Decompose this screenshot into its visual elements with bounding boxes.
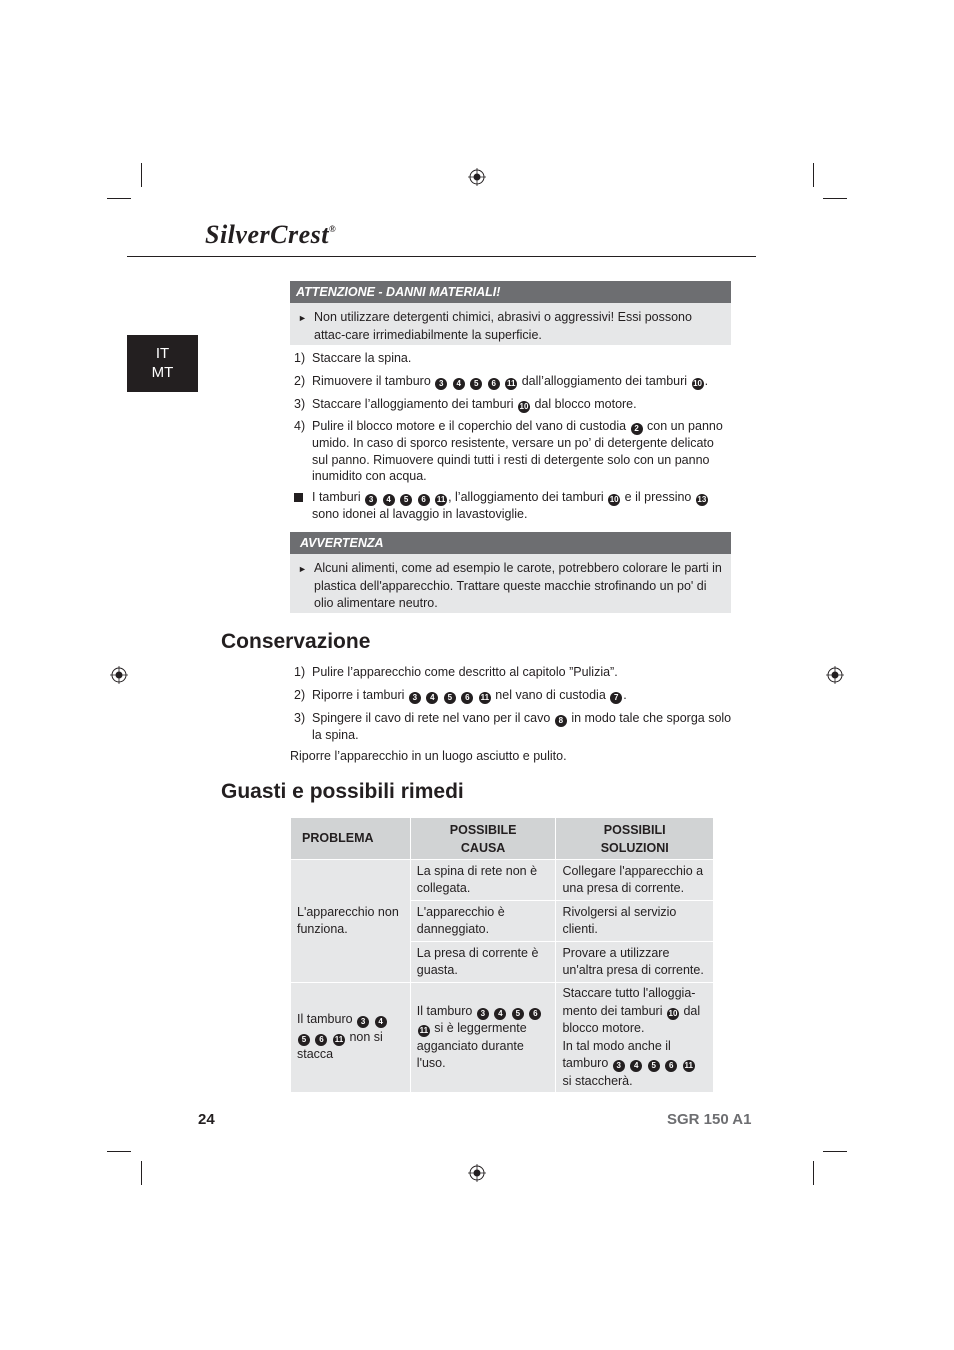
crop-mark <box>107 1151 131 1152</box>
troubleshooting-table <box>290 817 714 1093</box>
solution-cell: Provare a utilizzare un'altra presa di corrente. <box>556 942 714 983</box>
arrow-right-icon: ► <box>298 313 307 323</box>
part-number-badge: 11 <box>480 693 490 702</box>
part-number-badge: 13 <box>697 495 707 504</box>
table-row <box>291 983 714 1093</box>
part-number-badge: 3 <box>357 1016 369 1028</box>
crop-mark <box>813 1161 814 1185</box>
part-number-badge: 6 <box>418 494 430 506</box>
solution-cell: Staccare tutto l'alloggia-mento dei tamburi 10 dal blocco motore. In tal modo anche il tamburo 3 4 5 6 11 si staccherà. <box>556 983 714 1093</box>
part-number-badge: 5 <box>470 378 482 390</box>
model-number: SGR 150 A1 <box>667 1111 752 1128</box>
registration-mark-icon <box>468 1164 486 1182</box>
part-number-badge: 11 <box>436 495 446 504</box>
list-item: 4) Pulire il blocco motore e il coperchio del vano di custodia 2 con un panno umido. In caso di sporco resistente, versare un po’ di detergente delicato sul panno. Rimuovere quindi tutti i resti di detergente solo con un panno inumidito con acqua. <box>294 419 723 483</box>
part-number-badge: 6 <box>315 1034 327 1046</box>
part-number-badge: 10 <box>609 495 619 504</box>
part-number-badge: 4 <box>630 1060 642 1072</box>
language-tab: IT MT <box>127 335 198 392</box>
part-number-badge: 11 <box>419 1026 429 1035</box>
advice-box-title: AVVERTENZA <box>290 532 731 554</box>
part-number-badge: 6 <box>461 692 473 704</box>
part-number-badge: 2 <box>631 423 643 435</box>
part-number-badge: 8 <box>555 715 567 727</box>
part-number-badge: 10 <box>693 379 703 388</box>
list-item: 1) Pulire l’apparecchio come descritto al capitolo ”Pulizia”. <box>294 665 618 679</box>
crop-mark <box>107 198 131 199</box>
part-number-badge: 6 <box>529 1008 541 1020</box>
part-number-badge: 5 <box>512 1008 524 1020</box>
list-item: 2) Rimuovere il tamburo 3 4 5 6 11 dall’alloggiamento dei tamburi 10 . <box>294 374 709 388</box>
advice-box-body: ► Alcuni alimenti, come ad esempio le carote, potrebbero colorare le parti in plastica dell'apparecchio. Trattare queste macchie strofinando un po' di olio alimentare neutro. <box>290 554 731 613</box>
crop-mark <box>813 163 814 187</box>
part-number-badge: 3 <box>435 378 447 390</box>
brand-logo: SilverCrest® <box>205 220 337 249</box>
cause-cell: La presa di corrente è guasta. <box>410 942 556 983</box>
crop-mark <box>823 198 847 199</box>
part-number-badge: 4 <box>453 378 465 390</box>
column-header-problem: PROBLEMA <box>291 818 411 860</box>
crop-mark <box>823 1151 847 1152</box>
part-number-badge: 11 <box>684 1061 693 1070</box>
warning-box-body: ► Non utilizzare detergenti chimici, abrasivi o aggressivi! Essi possono attac-care irrimediabilmente la superficie. <box>290 303 731 345</box>
warning-box-title: ATTENZIONE - DANNI MATERIALI! <box>290 281 731 303</box>
arrow-right-icon: ► <box>298 564 307 574</box>
storage-note: Riporre l’apparecchio in un luogo asciutto e pulito. <box>290 749 567 763</box>
list-item: 3) Spingere il cavo di rete nel vano per il cavo 8 in modo tale che sporga solo la spina. <box>294 711 732 742</box>
page-number: 24 <box>198 1111 215 1128</box>
part-number-badge: 11 <box>334 1034 344 1044</box>
problem-cell: L'apparecchio non funziona. <box>291 860 411 983</box>
part-number-badge: 6 <box>665 1060 677 1072</box>
part-number-badge: 5 <box>400 494 412 506</box>
dishwasher-note: I tamburi 3 4 5 6 11 , l’alloggiamento dei tamburi 10 e il pressino 13 sono idonei al lavaggio in lavastoviglie. <box>294 489 724 523</box>
cause-cell: Il tamburo 3 4 5 6 11 si è leggermente agganciato durante l'uso. <box>410 983 556 1093</box>
crop-mark <box>141 163 142 187</box>
part-number-badge: 5 <box>298 1034 310 1046</box>
cause-cell: L'apparecchio è danneggiato. <box>410 901 556 942</box>
registration-mark-icon <box>826 666 844 684</box>
square-bullet-icon <box>294 493 303 502</box>
list-item: 2) Riporre i tamburi 3 4 5 6 11 nel vano di custodia 7 . <box>294 688 627 702</box>
part-number-badge: 7 <box>610 692 622 704</box>
part-number-badge: 3 <box>477 1008 489 1020</box>
part-number-badge: 5 <box>444 692 456 704</box>
part-number-badge: 5 <box>648 1060 660 1072</box>
part-number-badge: 6 <box>488 378 500 390</box>
part-number-badge: 4 <box>383 494 395 506</box>
part-number-badge: 3 <box>613 1060 625 1072</box>
part-number-badge: 3 <box>409 692 421 704</box>
list-item: 1) Staccare la spina. <box>294 351 412 365</box>
cause-cell: La spina di rete non è collegata. <box>410 860 556 901</box>
section-heading-storage: Conservazione <box>221 630 371 653</box>
part-number-badge: 4 <box>426 692 438 704</box>
part-number-badge: 4 <box>494 1008 506 1020</box>
problem-cell: Il tamburo 3 4 5 6 11 non si stacca <box>291 983 411 1093</box>
part-number-badge: 10 <box>519 402 529 411</box>
table-row <box>291 860 714 901</box>
crop-mark <box>141 1161 142 1185</box>
part-number-badge: 11 <box>506 379 516 388</box>
column-header-cause: POSSIBILE CAUSA <box>410 818 556 860</box>
solution-cell: Collegare l'apparecchio a una presa di corrente. <box>556 860 714 901</box>
solution-cell: Rivolgersi al servizio clienti. <box>556 901 714 942</box>
list-item: 3) Staccare l’alloggiamento dei tamburi 10 dal blocco motore. <box>294 397 637 411</box>
part-number-badge: 4 <box>375 1016 387 1028</box>
column-header-solution: POSSIBILI SOLUZIONI <box>556 818 714 860</box>
section-heading-troubleshooting: Guasti e possibili rimedi <box>221 780 464 803</box>
part-number-badge: 3 <box>365 494 377 506</box>
registration-mark-icon <box>110 666 128 684</box>
header-rule <box>127 256 756 257</box>
part-number-badge: 10 <box>668 1008 678 1018</box>
registration-mark-icon <box>468 168 486 186</box>
